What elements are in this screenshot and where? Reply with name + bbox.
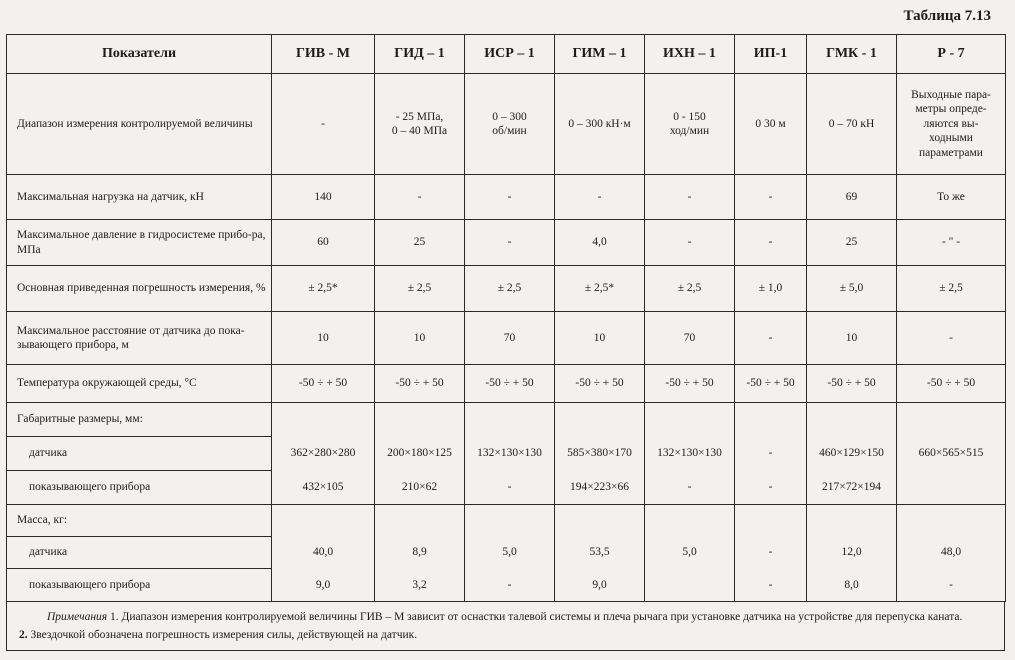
cell-mass-device: 3,2 xyxy=(375,569,465,602)
cell-dims-device: - xyxy=(465,471,555,505)
cell-range-giv: - xyxy=(272,74,375,175)
cell-dims-device: 210×62 xyxy=(375,471,465,505)
cell-pressure: - " - xyxy=(897,220,1006,266)
table-row-dims-header xyxy=(7,403,1006,437)
cell-mass-sensor: 12,0 xyxy=(807,537,897,569)
row-label-mass: Масса, кг: xyxy=(7,505,272,537)
cell-dims-device: 194×223×66 xyxy=(555,471,645,505)
cell-range-ikhn-line1: 0 - 150 xyxy=(673,110,706,123)
cell-range-r7-line2: метры опреде- xyxy=(915,103,987,116)
cell-range-ip: 0 30 м xyxy=(735,74,807,175)
table-row-mass-sensor xyxy=(7,537,1006,569)
row-label-dims: Габаритные размеры, мм: xyxy=(7,403,272,437)
cell-dims-sensor: 585×380×170 xyxy=(555,437,645,471)
cell-dims-device: - xyxy=(735,471,807,505)
table-caption: Таблица 7.13 xyxy=(903,8,991,24)
cell-distance: - xyxy=(735,312,807,365)
cell-dims-device: 217×72×194 xyxy=(807,471,897,505)
cell-range-gim: 0 – 300 кН·м xyxy=(555,74,645,175)
table-row-mass-device xyxy=(7,569,1006,602)
note-1-text: 1. Диапазон измерения контролируемой величины ГИВ – М зависит от оснастки талевой системы и плеча рычага при установке датчика на устройстве для перепуска каната. xyxy=(110,611,963,623)
cell-range-r7-line5: параметрами xyxy=(919,146,983,159)
cell-range-gid-line2: 0 – 40 МПа xyxy=(391,125,448,137)
cell-error: ± 2,5* xyxy=(555,266,645,312)
header-gid-1: ГИД – 1 xyxy=(375,35,465,74)
cell-load: - xyxy=(375,175,465,220)
cell-error: ± 2,5 xyxy=(465,266,555,312)
cell-range-ikhn xyxy=(645,74,735,175)
cell-load: - xyxy=(645,175,735,220)
cell-load: - xyxy=(735,175,807,220)
header-row xyxy=(7,35,1006,74)
cell-temp: -50 ÷ + 50 xyxy=(375,365,465,403)
table-row-temp xyxy=(7,365,1006,403)
data-table xyxy=(6,34,1006,602)
cell-distance: 10 xyxy=(272,312,375,365)
cell-dims-sensor: 132×130×130 xyxy=(645,437,735,471)
row-label-mass-device: показывающего прибора xyxy=(7,569,272,602)
row-label-dims-sensor: датчика xyxy=(7,437,272,471)
cell-distance: - xyxy=(897,312,1006,365)
cell-dims-device: 432×105 xyxy=(272,471,375,505)
cell-range-isr xyxy=(465,74,555,175)
cell-mass-sensor: - xyxy=(735,537,807,569)
cell-distance: 10 xyxy=(375,312,465,365)
note-2-text: Звездочкой обозначена погрешность измерения силы, действующей на датчик. xyxy=(30,628,418,641)
cell-range-gid-line1: - 25 МПа, xyxy=(395,110,444,123)
cell-mass-sensor: 5,0 xyxy=(645,537,735,569)
cell-error: ± 1,0 xyxy=(735,266,807,312)
cell-mass-sensor: 53,5 xyxy=(555,537,645,569)
cell-dims-device xyxy=(897,471,1006,505)
row-label-mass-sensor: датчика xyxy=(7,537,272,569)
cell-pressure: 4,0 xyxy=(555,220,645,266)
table-row-dims-sensor xyxy=(7,437,1006,471)
cell-range-ikhn-line2: ход/мин xyxy=(669,125,710,137)
header-giv-m: ГИВ - М xyxy=(272,35,375,74)
cell-error: ± 5,0 xyxy=(807,266,897,312)
row-label-pressure: Максимальное давление в гидросистеме прибо-ра, МПа xyxy=(7,220,272,266)
cell-range-isr-line2: об/мин xyxy=(492,125,527,137)
cell-mass-device: 9,0 xyxy=(272,569,375,602)
cell-dims-sensor: - xyxy=(735,437,807,471)
cell-range-r7-line3: ляются вы- xyxy=(923,117,979,130)
cell-pressure: 25 xyxy=(375,220,465,266)
cell-error: ± 2,5 xyxy=(645,266,735,312)
cell-pressure: - xyxy=(645,220,735,266)
cell-error: ± 2,5* xyxy=(272,266,375,312)
header-ip-1: ИП-1 xyxy=(735,35,807,74)
cell-load: - xyxy=(465,175,555,220)
cell-load: - xyxy=(555,175,645,220)
cell-mass-sensor: 5,0 xyxy=(465,537,555,569)
notes-prefix: Примечания xyxy=(47,611,108,623)
cell-dims-sensor: 660×565×515 xyxy=(897,437,1006,471)
cell-temp: -50 ÷ + 50 xyxy=(555,365,645,403)
cell-range-r7-line4: ходными xyxy=(929,132,973,145)
cell-temp: -50 ÷ + 50 xyxy=(645,365,735,403)
cell-temp: -50 ÷ + 50 xyxy=(807,365,897,403)
cell-mass-sensor: 40,0 xyxy=(272,537,375,569)
cell-range-isr-line1: 0 – 300 xyxy=(492,110,527,123)
cell-mass-device xyxy=(645,569,735,602)
row-label-dims-device: показывающего прибора xyxy=(7,471,272,505)
cell-pressure: - xyxy=(465,220,555,266)
cell-pressure: 60 xyxy=(272,220,375,266)
cell-range-gmk: 0 – 70 кН xyxy=(807,74,897,175)
cell-load: 69 xyxy=(807,175,897,220)
cell-range-r7 xyxy=(897,74,1006,175)
header-indicator: Показатели xyxy=(7,35,272,74)
row-label-distance: Максимальное расстояние от датчика до пока-зывающего прибора, м xyxy=(7,312,272,365)
cell-load: То же xyxy=(897,175,1006,220)
header-gim-1: ГИМ – 1 xyxy=(555,35,645,74)
table-row-range xyxy=(7,74,1006,175)
cell-temp: -50 ÷ + 50 xyxy=(465,365,555,403)
row-label-temp: Температура окружающей среды, °С xyxy=(7,365,272,403)
cell-distance: 70 xyxy=(465,312,555,365)
table-row-distance xyxy=(7,312,1006,365)
cell-temp: -50 ÷ + 50 xyxy=(272,365,375,403)
cell-dims-sensor: 460×129×150 xyxy=(807,437,897,471)
cell-distance: 10 xyxy=(555,312,645,365)
note-2 xyxy=(19,627,992,645)
cell-distance: 10 xyxy=(807,312,897,365)
cell-error: ± 2,5 xyxy=(897,266,1006,312)
header-isr-1: ИСР – 1 xyxy=(465,35,555,74)
cell-error: ± 2,5 xyxy=(375,266,465,312)
cell-mass-device: 9,0 xyxy=(555,569,645,602)
cell-mass-device: - xyxy=(897,569,1006,602)
row-label-load: Максимальная нагрузка на датчик, кН xyxy=(7,175,272,220)
notes-block xyxy=(6,601,1005,651)
row-label-error: Основная приведенная погрешность измерения, % xyxy=(7,266,272,312)
header-gmk-1: ГМК - 1 xyxy=(807,35,897,74)
cell-load: 140 xyxy=(272,175,375,220)
cell-mass-device: - xyxy=(735,569,807,602)
cell-dims-sensor: 200×180×125 xyxy=(375,437,465,471)
table-row-mass-header xyxy=(7,505,1006,537)
table-row-load xyxy=(7,175,1006,220)
row-label-range: Диапазон измерения контролируемой величины xyxy=(7,74,272,175)
note-1 xyxy=(19,609,992,627)
header-ikhn-1: ИХН – 1 xyxy=(645,35,735,74)
cell-mass-device: - xyxy=(465,569,555,602)
cell-temp: -50 ÷ + 50 xyxy=(897,365,1006,403)
table-row-error xyxy=(7,266,1006,312)
cell-mass-device: 8,0 xyxy=(807,569,897,602)
cell-pressure: 25 xyxy=(807,220,897,266)
cell-temp: -50 ÷ + 50 xyxy=(735,365,807,403)
cell-distance: 70 xyxy=(645,312,735,365)
table-row-dims-device xyxy=(7,471,1006,505)
cell-mass-sensor: 48,0 xyxy=(897,537,1006,569)
table-row-pressure xyxy=(7,220,1006,266)
cell-range-r7-line1: Выходные пара- xyxy=(911,89,991,102)
cell-dims-device: - xyxy=(645,471,735,505)
cell-mass-sensor: 8,9 xyxy=(375,537,465,569)
cell-dims-sensor: 362×280×280 xyxy=(272,437,375,471)
header-r-7: Р - 7 xyxy=(897,35,1006,74)
cell-range-gid xyxy=(375,74,465,175)
cell-pressure: - xyxy=(735,220,807,266)
note-2-number: 2. xyxy=(19,628,28,641)
cell-dims-sensor: 132×130×130 xyxy=(465,437,555,471)
